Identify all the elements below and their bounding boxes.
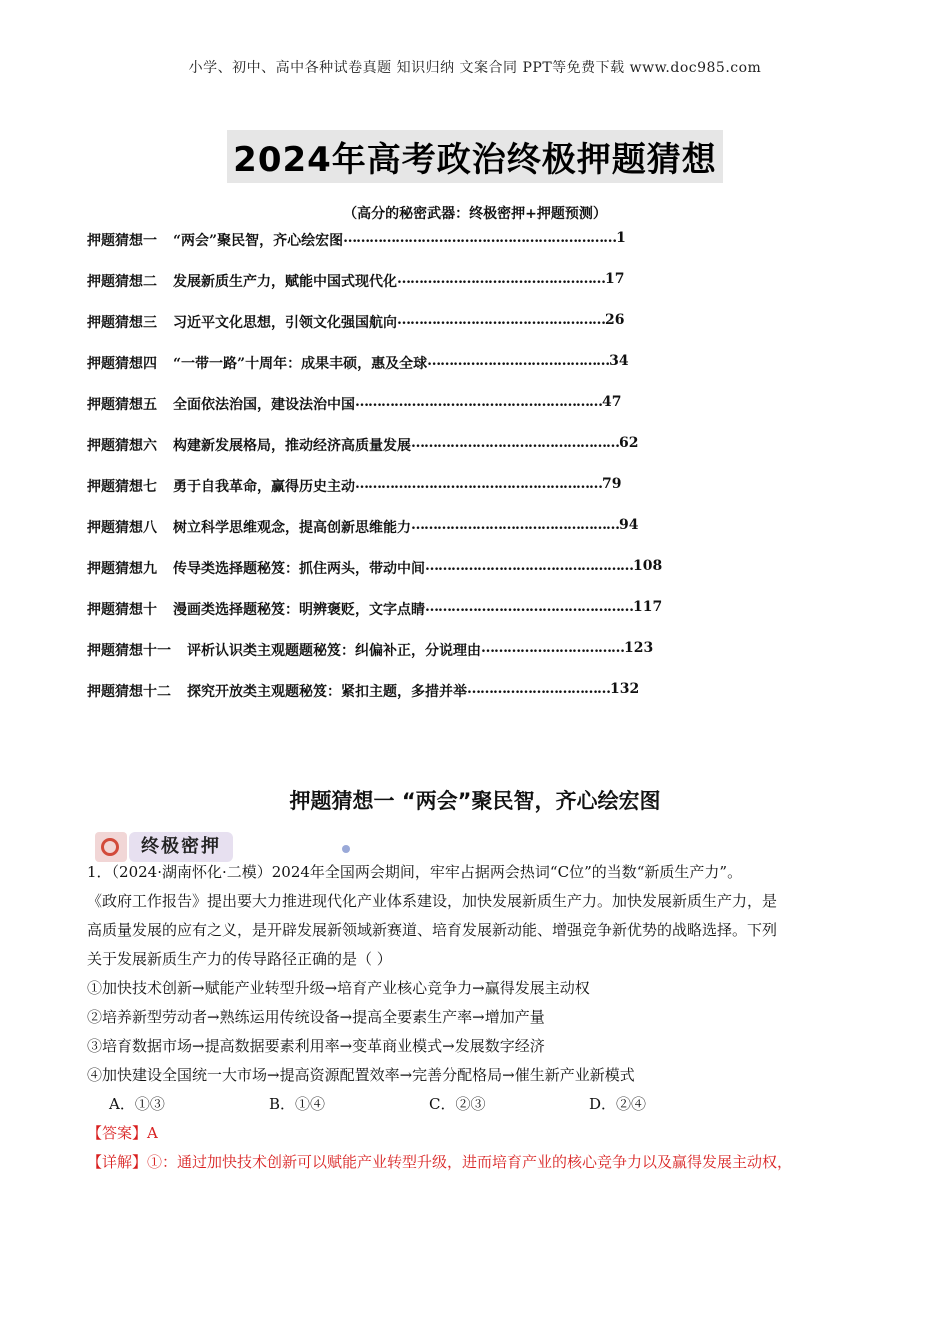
- toc-page: 47: [602, 394, 622, 410]
- toc-text: 探究开放类主观题秘笈：紧扣主题，多措并举: [187, 684, 467, 700]
- table-of-contents: [87, 230, 767, 722]
- toc-text: “两会”聚民智，齐心绘宏图: [173, 233, 344, 249]
- toc-label: 押题猜想三: [87, 315, 157, 331]
- badge-label: 终极密押: [129, 832, 233, 862]
- toc-page: 79: [602, 476, 622, 492]
- toc-dots: ………………………………………………………: [343, 230, 617, 246]
- toc-page: 34: [609, 353, 629, 369]
- answer-line: 【答案】A: [87, 1124, 158, 1142]
- answer-options: [87, 1090, 867, 1119]
- question-stem-line: 1．（2024·湖南怀化·二模）2024年全国两会期间，牢牢占据两会热词“C位”的当数“新质生产力”。: [87, 863, 743, 881]
- toc-label: 押题猜想十: [87, 602, 157, 618]
- toc-label: 押题猜想四: [87, 356, 157, 372]
- toc-entry[interactable]: [87, 476, 767, 517]
- toc-text: 构建新发展格局，推动经济高质量发展: [173, 438, 411, 454]
- option-a[interactable]: A．①③: [109, 1095, 165, 1113]
- toc-page: 94: [619, 517, 639, 533]
- toc-entry[interactable]: [87, 435, 767, 476]
- question-item: ②培养新型劳动者→熟练运用传统设备→提高全要素生产率→增加产量: [87, 1008, 545, 1026]
- toc-dots: …………………………………………: [425, 599, 633, 615]
- question-block: [87, 858, 867, 1177]
- toc-entry[interactable]: [87, 353, 767, 394]
- toc-text: 发展新质生产力，赋能中国式现代化: [173, 274, 397, 290]
- document-subtitle: （高分的秘密武器：终极密押+押题预测）: [343, 206, 607, 222]
- page-header: 小学、初中、高中各种试卷真题 知识归纳 文案合同 PPT等免费下载 www.doc985.com: [188, 60, 762, 76]
- toc-label: 押题猜想五: [87, 397, 157, 413]
- toc-page: 123: [624, 640, 654, 656]
- toc-label: 押题猜想九: [87, 561, 157, 577]
- toc-dots: …………………………………………………: [355, 394, 602, 410]
- toc-label: 押题猜想一: [87, 233, 157, 249]
- toc-dots: ……………………………: [467, 681, 610, 697]
- toc-dots: …………………………………………: [411, 435, 619, 451]
- question-stem-line: 高质量发展的应有之义，是开辟发展新领域新赛道、培育发展新动能、增强竞争新优势的战略选择。下列: [87, 921, 778, 939]
- toc-page: 117: [633, 599, 663, 615]
- toc-entry[interactable]: [87, 517, 767, 558]
- toc-label: 押题猜想十二: [87, 684, 171, 700]
- toc-entry[interactable]: [87, 599, 767, 640]
- toc-page: 1: [616, 230, 626, 246]
- toc-dots: …………………………………………………: [355, 476, 602, 492]
- toc-entry[interactable]: [87, 230, 767, 271]
- toc-dots: …………………………………………: [397, 271, 605, 287]
- toc-text: “一带一路”十周年：成果丰硕，惠及全球: [173, 356, 428, 372]
- question-stem-line: 关于发展新质生产力的传导路径正确的是（ ）: [87, 950, 392, 968]
- toc-text: 全面依法治国，建设法治中国: [173, 397, 355, 413]
- question-stem-line: 《政府工作报告》提出要大力推进现代化产业体系建设，加快发展新质生产力。加快发展新质生产力，是: [87, 892, 778, 910]
- option-d[interactable]: D．②④: [589, 1095, 647, 1113]
- toc-dots: …………………………………………: [411, 517, 619, 533]
- toc-dots: ……………………………………: [427, 353, 610, 369]
- toc-page: 17: [605, 271, 625, 287]
- question-item: ③培育数据市场→提高数据要素利用率→变革商业模式→发展数字经济: [87, 1037, 545, 1055]
- toc-page: 108: [633, 558, 663, 574]
- detail-line: 【详解】①：通过加快技术创新可以赋能产业转型升级，进而培育产业的核心竞争力以及赢得发展主动权，: [87, 1153, 793, 1171]
- document-title: 2024年高考政治终极押题猜想: [227, 130, 723, 183]
- toc-label: 押题猜想七: [87, 479, 157, 495]
- toc-text: 评析认识类主观题题秘笈：纠偏补正，分说理由: [187, 643, 481, 659]
- toc-entry[interactable]: [87, 681, 767, 722]
- toc-dots: …………………………………………: [425, 558, 633, 574]
- question-item: ④加快建设全国统一大市场→提高资源配置效率→完善分配格局→催生新产业新模式: [87, 1066, 635, 1084]
- toc-text: 漫画类选择题秘笈：明辨褒贬，文字点睛: [173, 602, 425, 618]
- toc-entry[interactable]: [87, 271, 767, 312]
- option-c[interactable]: C．②③: [429, 1095, 486, 1113]
- toc-page: 132: [610, 681, 640, 697]
- toc-label: 押题猜想二: [87, 274, 157, 290]
- toc-dots: ……………………………: [481, 640, 624, 656]
- toc-entry[interactable]: [87, 640, 767, 681]
- dot-icon: [342, 845, 350, 853]
- section-title: 押题猜想一 “两会”聚民智，齐心绘宏图: [289, 789, 661, 813]
- toc-page: 26: [605, 312, 625, 328]
- toc-text: 传导类选择题秘笈：抓住两头，带动中间: [173, 561, 425, 577]
- question-item: ①加快技术创新→赋能产业转型升级→培育产业核心竞争力→赢得发展主动权: [87, 979, 590, 997]
- toc-page: 62: [619, 435, 639, 451]
- toc-text: 勇于自我革命，赢得历史主动: [173, 479, 355, 495]
- title-block: [0, 130, 950, 183]
- toc-label: 押题猜想八: [87, 520, 157, 536]
- toc-dots: …………………………………………: [397, 312, 605, 328]
- option-b[interactable]: B．①④: [269, 1095, 326, 1113]
- toc-entry[interactable]: [87, 394, 767, 435]
- toc-entry[interactable]: [87, 312, 767, 353]
- toc-label: 押题猜想十一: [87, 643, 171, 659]
- toc-entry[interactable]: [87, 558, 767, 599]
- toc-label: 押题猜想六: [87, 438, 157, 454]
- toc-text: 习近平文化思想，引领文化强国航向: [173, 315, 397, 331]
- toc-text: 树立科学思维观念，提高创新思维能力: [173, 520, 411, 536]
